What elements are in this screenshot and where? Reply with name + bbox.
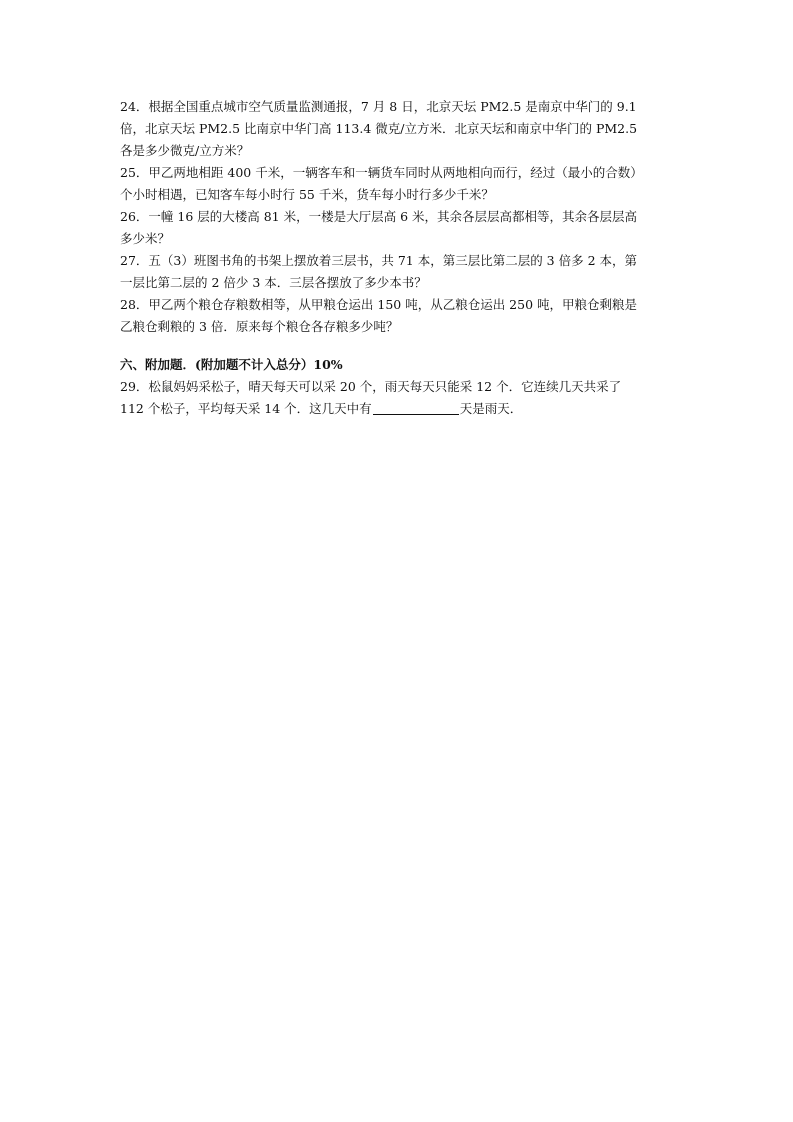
question-text-line: 倍，北京天坛 PM2.5 比南京中华门高 113.4 微克/立方米．北京天坛和南京中华门的 PM2.5 (120, 121, 638, 136)
question-text-line: 多少米？ (120, 231, 171, 246)
section-spacer (120, 338, 680, 354)
question-28 (120, 294, 680, 338)
question-text-line: 26．一幢 16 层的大楼高 81 米，一楼是大厅层高 6 米，其余各层层高都相等，其余各层层高 (120, 209, 638, 224)
question-text-line: 25．甲乙两地相距 400 千米，一辆客车和一辆货车同时从两地相向而行，经过（最小的合数） (120, 165, 643, 180)
section-heading: 六、附加题．(附加题不计入总分）10% (120, 357, 343, 372)
question-text-line: 一层比第二层的 2 倍少 3 本．三层各摆放了多少本书？ (120, 275, 427, 290)
section-6 (120, 354, 680, 420)
question-24 (120, 96, 680, 162)
question-text-line: 24．根据全国重点城市空气质量监测通报，7 月 8 日，北京天坛 PM2.5 是南京中华门的 9.1 (120, 99, 637, 114)
question-text-after-blank: 天是雨天． (459, 401, 523, 416)
question-text-before-blank: 112 个松子，平均每天采 14 个．这几天中有 (120, 401, 372, 416)
question-text-line-with-blank (120, 398, 680, 420)
question-text-line: 27．五（3）班图书角的书架上摆放着三层书，共 71 本，第三层比第二层的 3 倍多 2 本，第 (120, 253, 638, 268)
question-text-line: 乙粮仓剩粮的 3 倍．原来每个粮仓各存粮多少吨？ (120, 319, 399, 334)
answer-blank[interactable] (373, 400, 459, 415)
question-text-line: 28．甲乙两个粮仓存粮数相等，从甲粮仓运出 150 吨，从乙粮仓运出 250 吨，甲粮仓剩粮是 (120, 297, 638, 312)
question-26 (120, 206, 680, 250)
question-27 (120, 250, 680, 294)
question-text-line: 个小时相遇，已知客车每小时行 55 千米，货车每小时行多少千米？ (120, 187, 494, 202)
question-25 (120, 162, 680, 206)
question-text-line: 各是多少微克/立方米？ (120, 143, 250, 158)
question-text-line: 29．松鼠妈妈采松子，晴天每天可以采 20 个，雨天每天只能采 12 个．它连续几天共采了 (120, 379, 622, 394)
question-29 (120, 376, 680, 420)
document-page (120, 96, 680, 420)
